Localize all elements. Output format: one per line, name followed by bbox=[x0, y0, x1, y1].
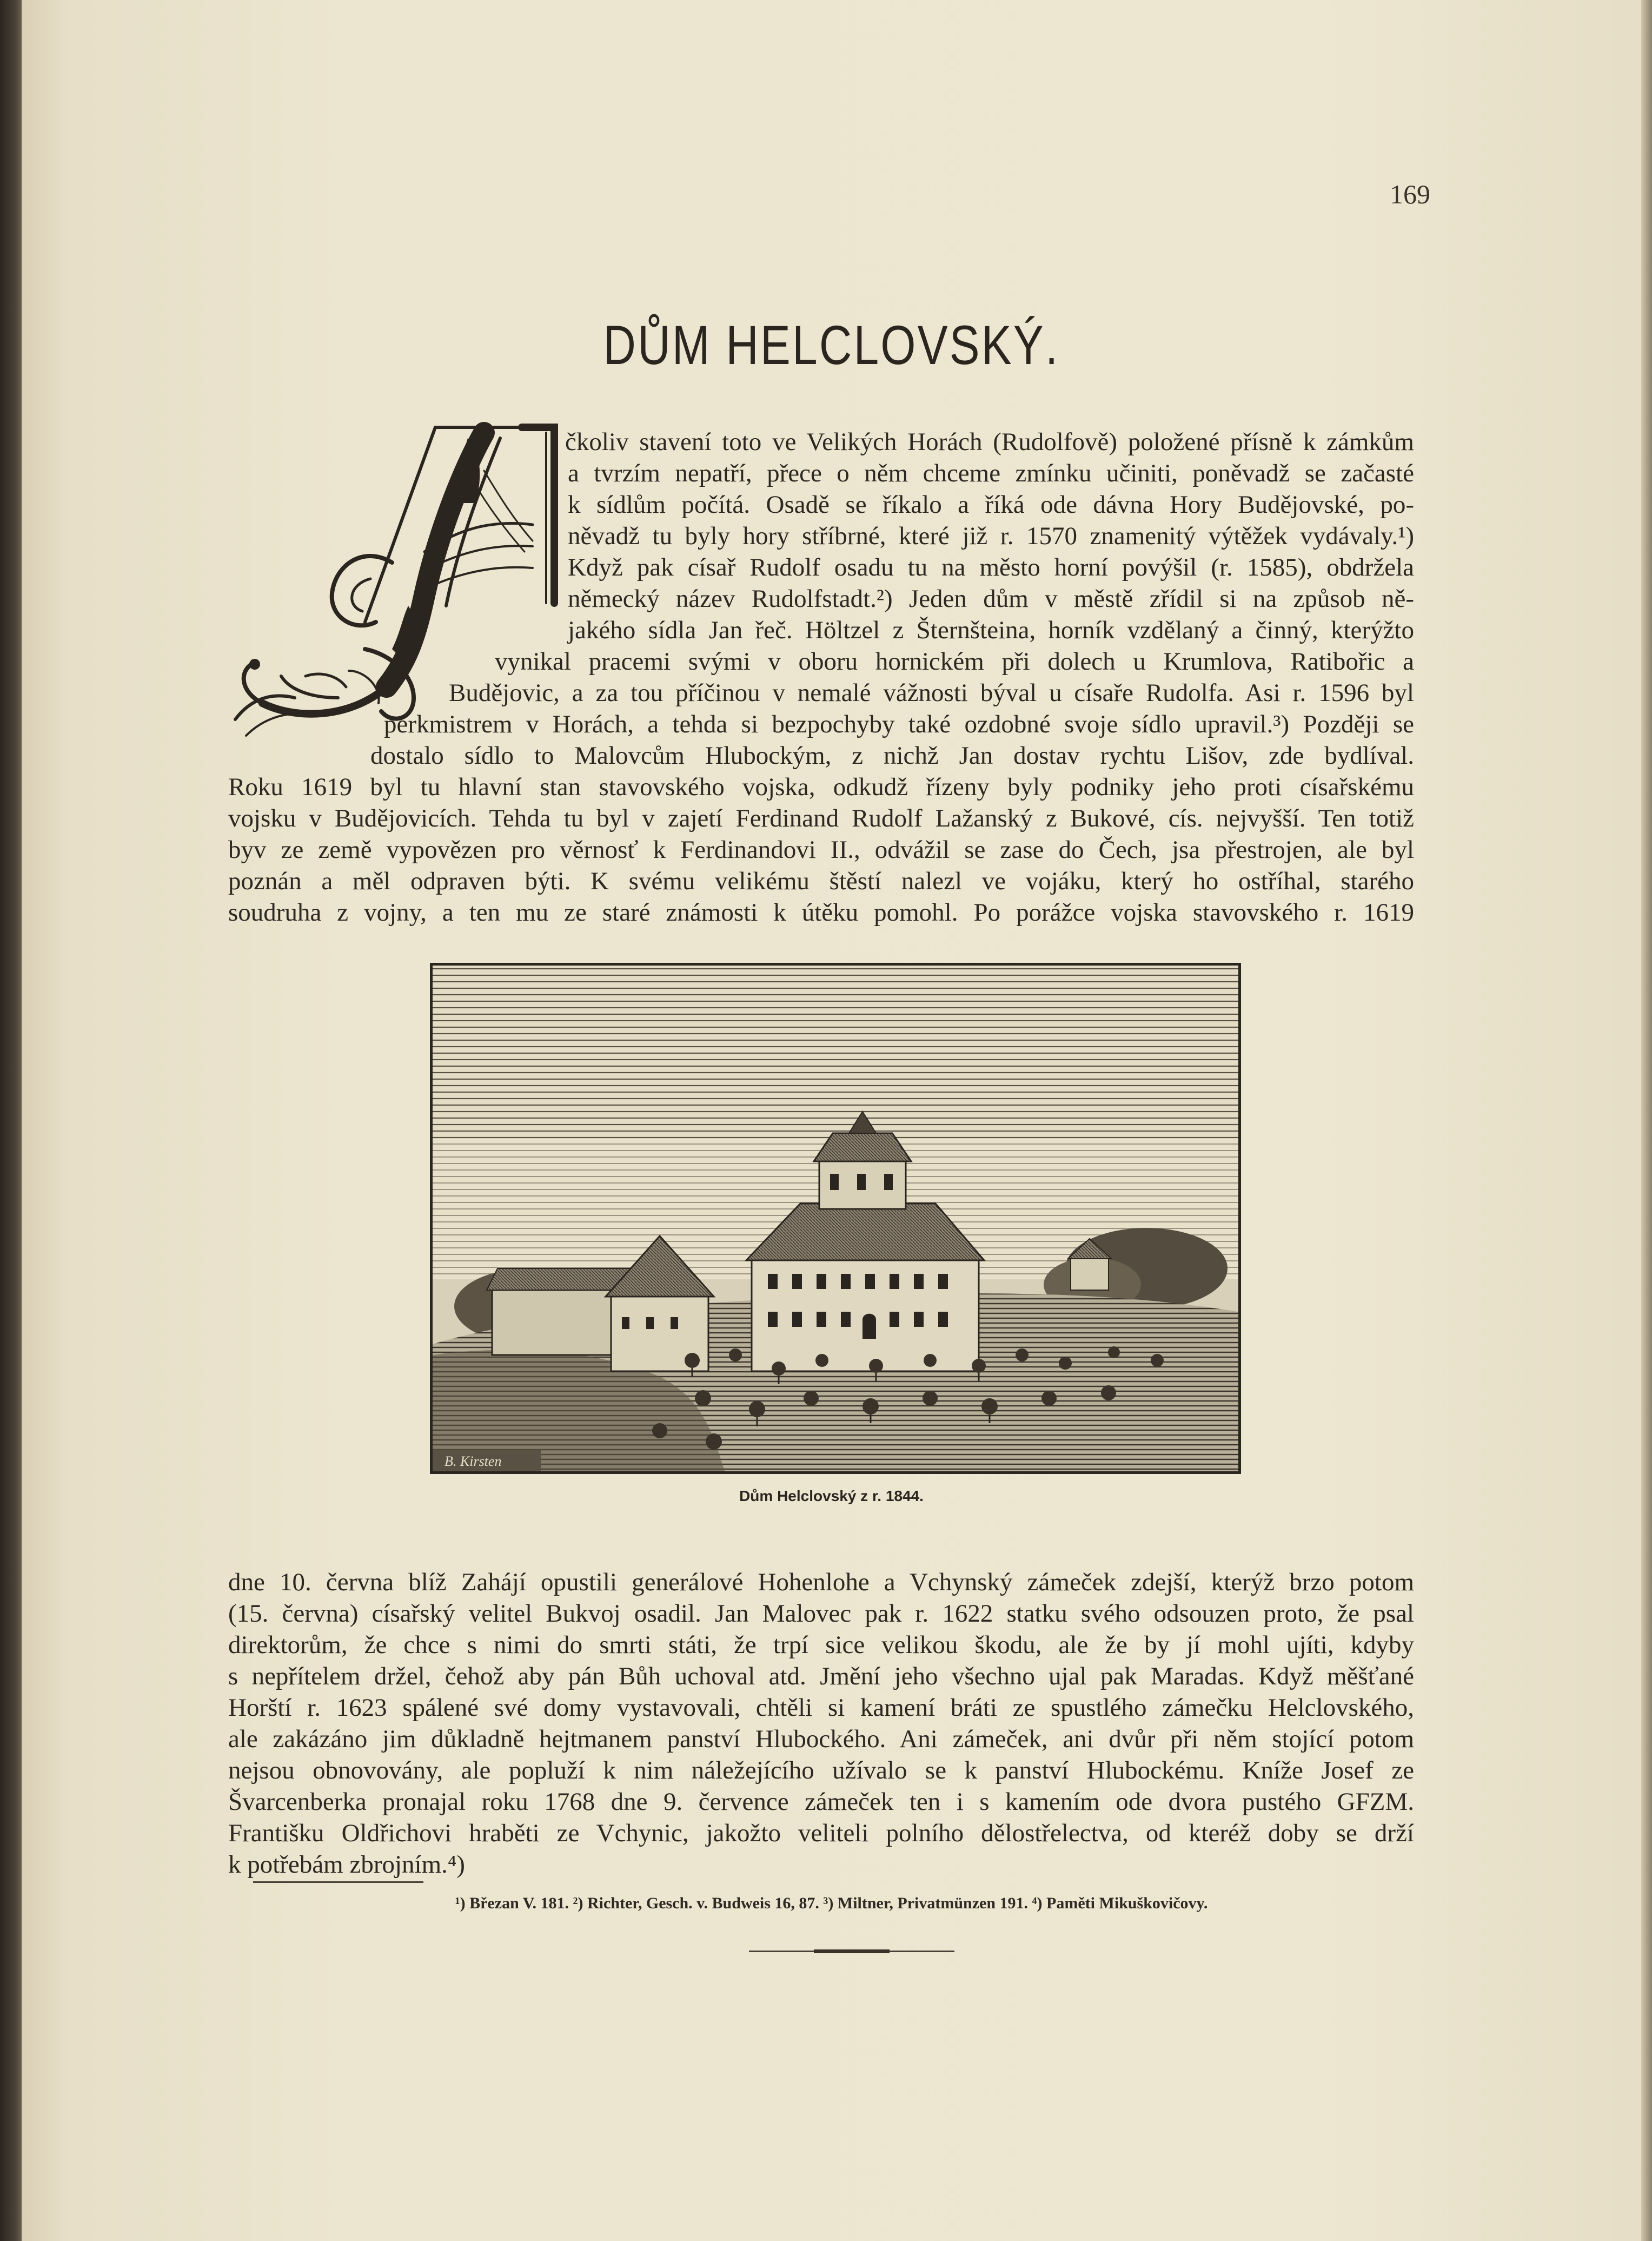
page-title: DŮM HELCLOVSKÝ. bbox=[603, 314, 1060, 376]
page-edge-shadow bbox=[1641, 0, 1652, 2241]
intro-line-6: německý název Rudolfstadt.²) Jeden dům v městě zřídil si na způsob ně- bbox=[568, 585, 1414, 613]
body-line-6: ale zakázáno jim důkladně hejtmanem panství Hlubockého. Ani zámeček, ani dvůr při něm stojící potom bbox=[228, 1725, 1414, 1753]
intro-line-9: Budějovic, a za tou příčinou v nemalé vážnosti býval u císaře Rudolfa. Asi r. 1596 byl bbox=[449, 679, 1414, 707]
artist-signature: B. Kirsten bbox=[444, 1453, 502, 1469]
intro-line-1: čkoliv stavení toto ve Velikých Horách (Rudolfově) položené přísně k zámkům bbox=[565, 428, 1414, 456]
body-line-8: Švarcenberka pronajal roku 1768 dne 9. července zámeček ten i s kamením ode dvora pustého GFZM. bbox=[228, 1788, 1414, 1816]
intro-line-12: Roku 1619 byl tu hlavní stan stavovského vojska, odkudž řízeny byly podniky jeho proti císařskému bbox=[228, 773, 1414, 801]
intro-line-16: soudruha z vojny, a ten mu ze staré známosti k útěku pomohl. Po porážce vojska stavovského r. 1619 bbox=[228, 898, 1414, 927]
end-ornament-center bbox=[814, 1949, 890, 1953]
body-line-4: s nepřítelem držel, čehož aby pán Bůh uchoval atd. Jmění jeho všechno ujal pak Maradas. Když měšťané bbox=[228, 1662, 1414, 1690]
intro-line-3: k sídlům počítá. Osadě se říkalo a říká ode dávna Hory Budějovské, po- bbox=[568, 491, 1414, 519]
intro-line-8: vynikal pracemi svými v oboru hornickém při dolech u Krumlova, Ratibořic a bbox=[495, 647, 1414, 676]
intro-line-7: jakého sídla Jan řeč. Höltzel z Šternšteina, horník vzdělaný a činný, kterýžto bbox=[568, 616, 1414, 644]
footnote-divider bbox=[253, 1881, 423, 1883]
body-line-7: nejsou obnovovány, ale popluží k nim náležejícího užívalo se k panství Hlubockému. Kníže Josef ze bbox=[228, 1756, 1414, 1784]
body-line-3: direktorům, že chce s nimi do smrti státi, že trpí sice velikou škodu, ale že by jí mohl ujíti, kdyby bbox=[228, 1631, 1414, 1659]
engraving-illustration bbox=[430, 963, 1241, 1474]
book-page bbox=[22, 0, 1641, 2241]
body-line-1: dne 10. června blíž Zahájí opustili generálové Hohenlohe a Vchynský zámeček zdejší, kterýž brzo potom bbox=[228, 1568, 1414, 1596]
intro-line-13: vojsku v Budějovicích. Tehda tu byl v zajetí Ferdinand Rudolf Lažanský z Bukové, cís. nejvyšší. Ten totiž bbox=[228, 804, 1414, 832]
footnotes: ¹) Březan V. 181. ²) Richter, Gesch. v. Budweis 16, 87. ³) Miltner, Privatmünzen 191. ⁴) Paměti Mikuškovičovy. bbox=[455, 1894, 1208, 1912]
page-number: 169 bbox=[1390, 179, 1430, 209]
body-line-10: k potřebám zbrojním.⁴) bbox=[228, 1850, 465, 1879]
body-line-5: Horští r. 1623 spálené své domy vystavovali, chtěli si kamení bráti ze spustlého zámečku Helclovského, bbox=[228, 1694, 1414, 1722]
intro-line-11: dostalo sídlo to Malovcům Hlubockým, z nichž Jan dostav rychtu Lišov, zde bydlíval. bbox=[370, 742, 1414, 770]
intro-line-14: byv ze země vypovězen pro věrnosť k Ferdinandovi II., odvážil se zase do Čech, jsa přestrojen, ale byl bbox=[228, 836, 1414, 864]
intro-line-15: poznán a měl odpraven býti. K svému velikému štěstí nalezl ve vojáku, který ho ostříhal, starého bbox=[228, 867, 1414, 895]
intro-line-10: perkmistrem v Horách, a tehda si bezpochyby také ozdobné svoje sídlo upravil.³) Později se bbox=[384, 710, 1414, 738]
intro-line-5: Když pak císař Rudolf osadu tu na město horní povýšil (r. 1585), obdržela bbox=[568, 553, 1414, 581]
intro-line-4: něvadž tu byly hory stříbrné, které již r. 1570 znamenitý výtěžek vydávaly.¹) bbox=[568, 522, 1414, 550]
body-line-2: (15. června) císařský velitel Bukvoj osadil. Jan Malovec pak r. 1622 statku svého odsouzen proto, že psal bbox=[228, 1599, 1414, 1628]
body-line-9: Františku Oldřichovi hraběti ze Vchynic, jakožto veliteli polního dělostřelectva, od kteréž doby se drží bbox=[228, 1819, 1414, 1847]
book-spine bbox=[0, 0, 22, 2241]
figure-caption: Dům Helclovský z r. 1844. bbox=[739, 1488, 924, 1504]
intro-line-2: a tvrzím nepatří, přece o něm chceme zmínku učiniti, poněvadž se začasté bbox=[568, 459, 1414, 487]
